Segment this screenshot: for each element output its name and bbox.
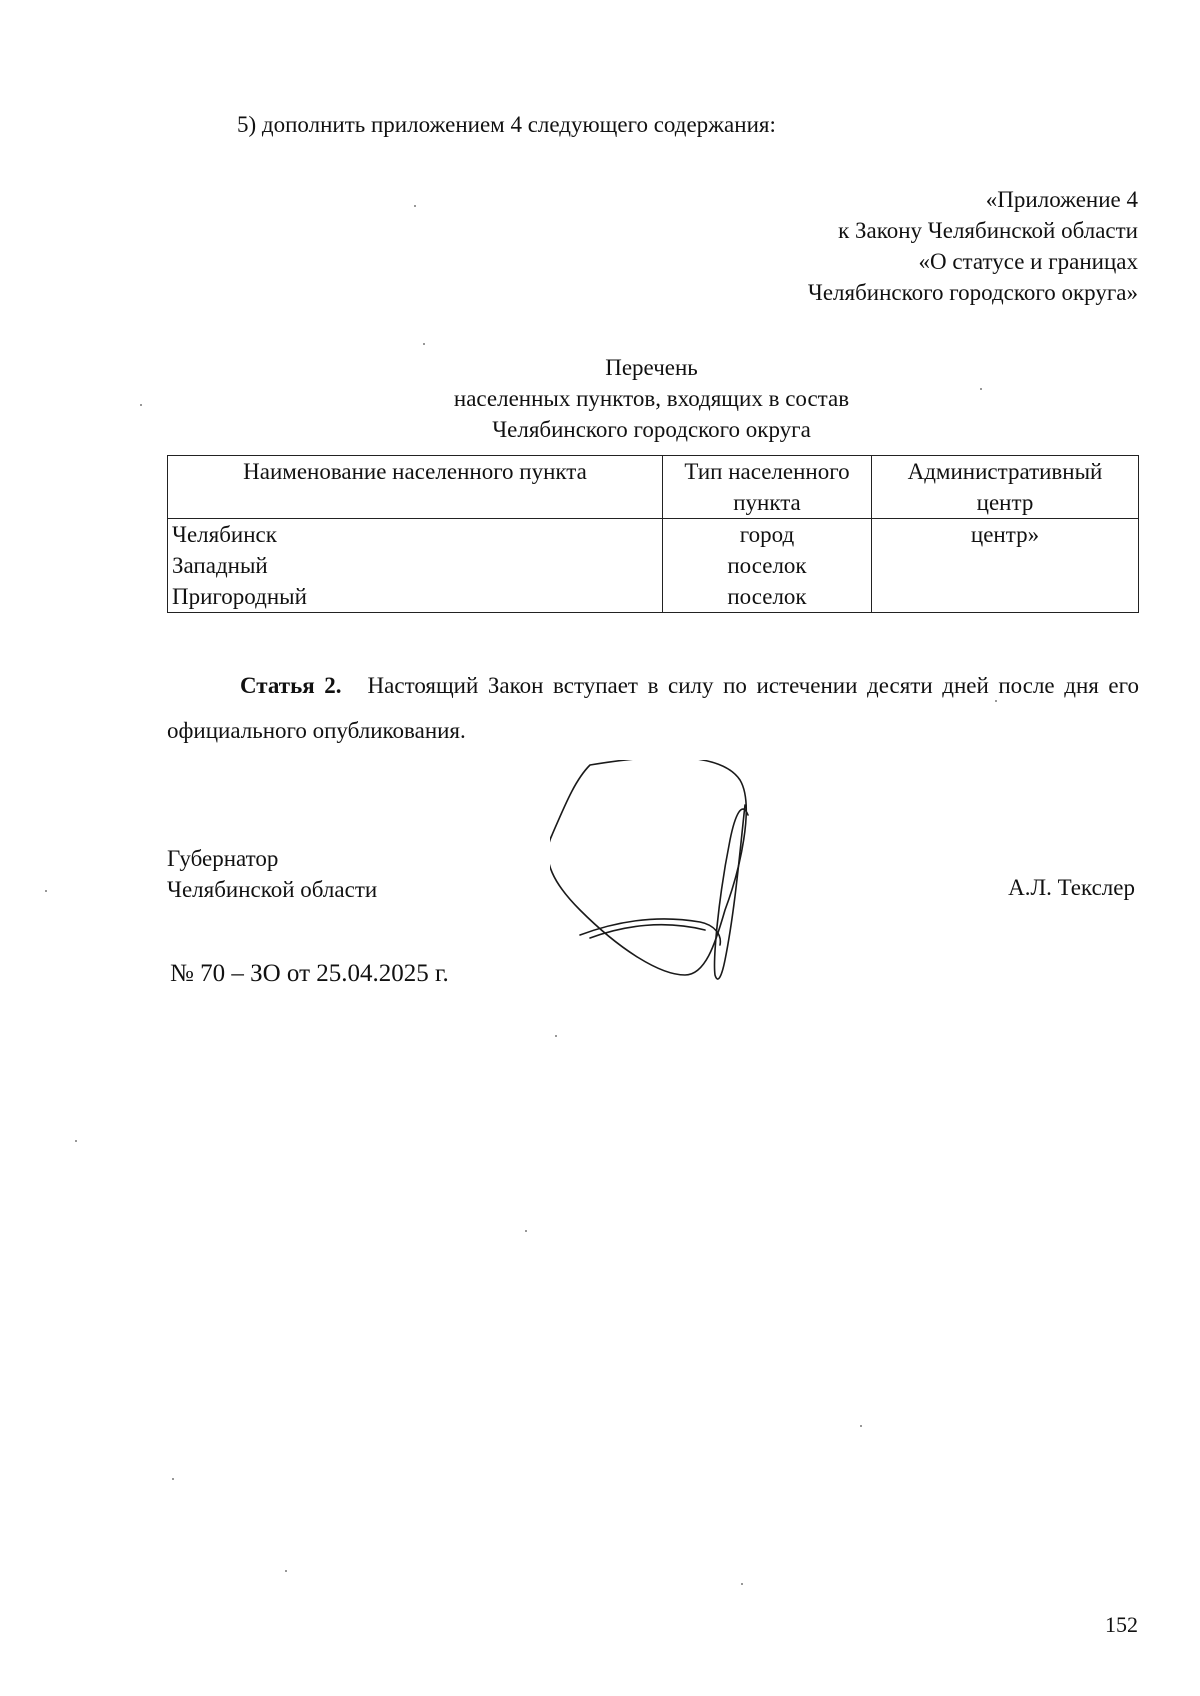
scan-speck <box>525 1230 527 1232</box>
scan-speck <box>414 205 416 207</box>
handwritten-signature <box>550 760 810 1000</box>
appendix-header-line: к Закону Челябинской области <box>838 218 1138 243</box>
settlement-type-cell <box>663 519 872 613</box>
settlement-name: Челябинск <box>172 522 277 547</box>
settlement-type: город <box>739 522 795 547</box>
scan-speck <box>45 890 47 892</box>
scan-speck <box>140 404 142 406</box>
appendix-header-line: Челябинского городского округа» <box>807 280 1138 305</box>
page-number: 152 <box>1105 1612 1138 1637</box>
settlement-name-cell <box>168 519 663 613</box>
scan-speck <box>423 343 425 345</box>
governor-position: Губернатор <box>167 846 279 871</box>
list-title-line: Перечень <box>605 355 698 380</box>
appendix-header <box>808 184 1138 308</box>
article-label: Статья 2. <box>240 673 342 698</box>
administrative-center: центр» <box>970 522 1040 547</box>
article-2 <box>167 663 1139 753</box>
settlement-type: поселок <box>727 553 807 578</box>
scan-speck <box>995 700 997 702</box>
governor-title <box>167 843 377 905</box>
decree-number-date: № 70 – ЗО от 25.04.2025 г. <box>170 960 449 987</box>
column-header-type: Тип населенного пункта <box>663 456 872 519</box>
column-header-center: Административный центр <box>872 456 1139 519</box>
list-title <box>0 352 1200 445</box>
scan-speck <box>172 1478 174 1480</box>
administrative-center-cell <box>872 519 1139 613</box>
scan-speck <box>75 1140 77 1142</box>
appendix-header-line: «О статусе и границах <box>918 249 1138 274</box>
settlements-table <box>167 455 1139 613</box>
appendix-header-line: «Приложение 4 <box>985 187 1138 212</box>
column-header-name: Наименование населенного пункта <box>168 456 663 519</box>
settlement-type: поселок <box>727 584 807 609</box>
settlement-name: Западный <box>172 553 268 578</box>
article-text: Настоящий Закон вступает в силу по истечении десяти дней после дня его официального опубликования. <box>167 673 1139 743</box>
list-title-line: Челябинского городского округа <box>492 417 811 442</box>
settlement-name: Пригородный <box>172 584 307 609</box>
list-title-line: населенных пунктов, входящих в состав <box>453 386 850 411</box>
scan-speck <box>980 388 982 390</box>
table-body-row <box>168 519 1139 613</box>
scan-speck <box>860 1425 862 1427</box>
scan-speck <box>555 1035 557 1037</box>
scan-speck <box>741 1583 743 1585</box>
scan-speck <box>285 1570 287 1572</box>
signatory-name: А.Л. Текслер <box>1008 875 1135 900</box>
table-header-row <box>168 456 1139 519</box>
governor-region: Челябинской области <box>167 877 378 902</box>
amendment-clause: 5) дополнить приложением 4 следующего содержания: <box>237 112 776 137</box>
